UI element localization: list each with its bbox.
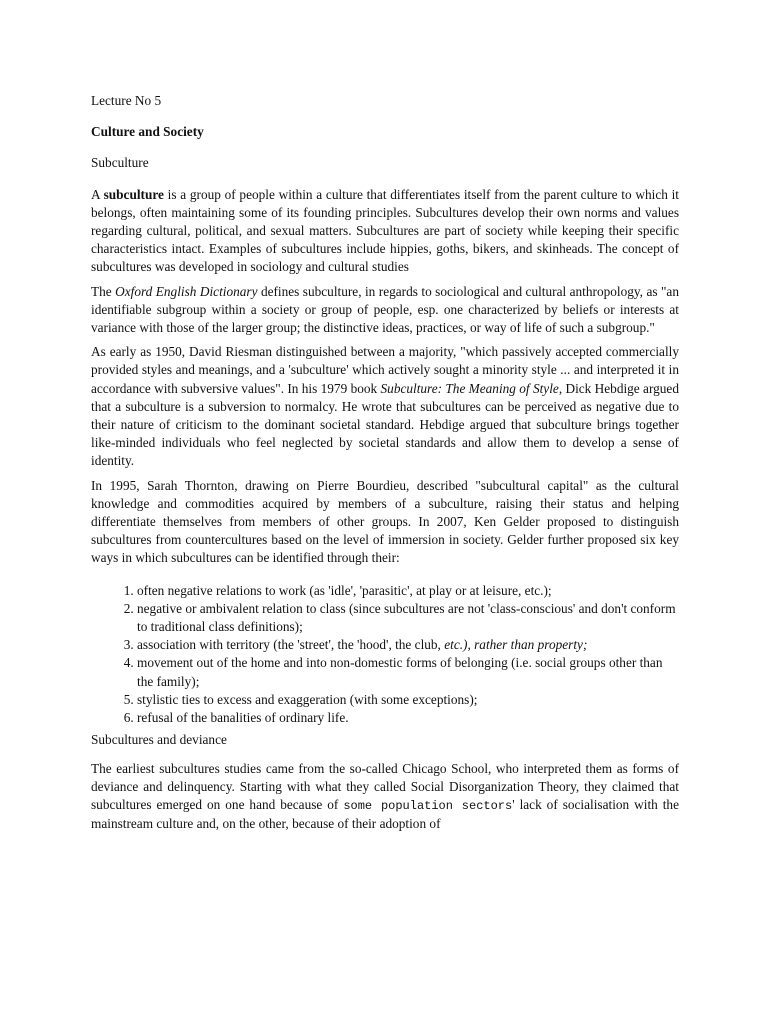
mono-run: some population sectors (343, 798, 513, 813)
text-run: , Dick Hebdige argued that a subculture is a subversion to normalcy. He wrote that subcultures can be perceived as negative due to their nature of criticism to the dominant societal standard. Hebdige argued that subculture brings together like-minded individuals who feel neglected by societal standards and allow them to develop a sense of identity. (91, 380, 679, 469)
text-run: The (91, 283, 116, 299)
document-page (91, 92, 679, 839)
italic-run: etc.), rather than property; (444, 637, 588, 653)
text-run: defines subculture, in regards to sociological and cultural anthropology, as "an identifiable subgroup within a society or group of people, esp. one characterized by beliefs or interests at variance with those of the larger group; the distinctive ideas, practices, or way of life of such a subgroup." (91, 283, 679, 336)
text-run: The earliest subcultures studies came from the so-called Chicago School, who interpreted them as forms of deviance and delinquency. Starting with what they called Social Disorganization Theory, they claimed that subcultures emerged on one hand because of (91, 760, 679, 812)
list-item: 5. stylistic ties to excess and exaggeration (with some exceptions); (137, 691, 679, 709)
italic-title: Subculture: The Meaning of Style (380, 380, 559, 396)
list-item: 2. negative or ambivalent relation to class (since subcultures are not 'class-conscious' and don't conform to traditional class definitions); (137, 600, 679, 636)
paragraph-thornton: In 1995, Sarah Thornton, drawing on Pierre Bourdieu, described "subcultural capital" as the cultural knowledge and commodities acquired by members of a subculture, raising their status and helping differentiate themselves from members of other groups. In 2007, Ken Gelder proposed to distinguish subcultures from countercultures based on the level of immersion in society. Gelder further proposed six key ways in which subcultures can be identified through their: (91, 477, 679, 566)
numbered-list (91, 582, 679, 728)
text-run: ' lack of socialisation with the mainstream culture and, on the other, because of their adoption of (91, 796, 679, 832)
text-run: is a group of people within a culture that differentiates itself from the parent culture to which it belongs, often maintaining some of its founding principles. Subcultures develop their own norms and values regarding cultural, political, and sexual matters. Subcultures are part of society while keeping their specific characteristics intact. Examples of subcultures include hippies, goths, bikers, and skinheads. The concept of subcultures was developed in sociology and cultural studies (91, 186, 679, 275)
paragraph-chicago-school (91, 760, 679, 834)
list-item (137, 636, 679, 654)
paragraph-oed (91, 283, 679, 338)
text-run: association with territory (the 'street', the 'hood', the club, (137, 637, 445, 653)
list-item: 6. refusal of the banalities of ordinary life. (137, 709, 679, 727)
italic-title: Oxford English Dictionary (115, 283, 258, 299)
list-item: 4. movement out of the home and into non-domestic forms of belonging (i.e. social groups other than the family); (137, 654, 679, 690)
lecture-number: Lecture No 5 (91, 93, 162, 108)
bold-term: subculture (103, 186, 164, 202)
section-heading-deviance: Subcultures and deviance (91, 732, 227, 748)
paragraph-riesman (91, 343, 679, 470)
page-title: Culture and Society (91, 124, 204, 140)
text-run: A (91, 186, 104, 202)
paragraph-definition (91, 186, 679, 277)
section-heading-subculture: Subculture (91, 155, 149, 171)
text-run: As early as 1950, David Riesman distinguished between a majority, "which passively accepted commercially provided styles and meanings, and a 'subculture' which actively sought a minority style ... and interpreted it in accordance with subversive values". In his 1979 book (91, 344, 679, 396)
list-item: 1. often negative relations to work (as 'idle', 'parasitic', at play or at leisure, etc.); (137, 582, 679, 600)
